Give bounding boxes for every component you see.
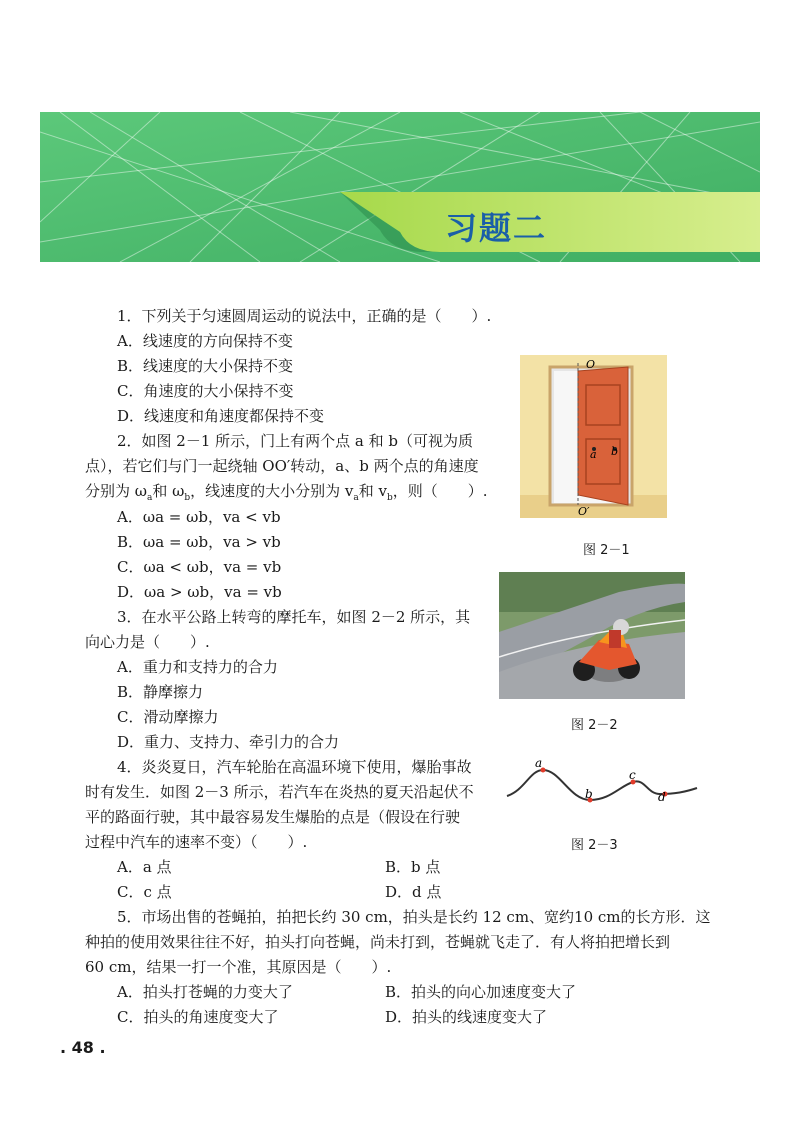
q3-option-c: C．滑动摩擦力 <box>117 708 219 726</box>
q4-option-d: D．d 点 <box>385 883 442 901</box>
axis-label-o: O <box>586 358 596 371</box>
question-4-line-1: 4．炎炎夏日，汽车轮胎在高温环境下使用，爆胎事故 <box>117 758 472 776</box>
door-label-a: a <box>590 448 597 461</box>
question-2-line-3: 分别为 $\omega_a$和 $\omega_b$，线速度的大小分别为 $v_a$和 $v_b$，则（ ）. <box>85 482 488 503</box>
q1-option-b: B．线速度的大小保持不变 <box>117 357 294 375</box>
road-point-b: b <box>585 787 593 801</box>
figure-2-1-caption: 图 2－1 <box>583 543 630 558</box>
figure-2-3-road-diagram <box>505 758 700 817</box>
q3-option-b: B．静摩擦力 <box>117 683 204 701</box>
q5-option-d: D．拍头的线速度变大了 <box>385 1008 548 1026</box>
question-3-line-1: 3．在水平公路上转弯的摩托车，如图 2－2 所示，其 <box>117 608 471 626</box>
question-5-line-2: 种拍的使用效果往往不好，拍头打向苍蝇，尚未打到，苍蝇就飞走了．有人将拍把增长到 <box>85 933 671 951</box>
header-banner <box>40 112 760 262</box>
door-label-b: b <box>611 445 619 458</box>
figure-2-2-caption: 图 2－2 <box>571 718 618 733</box>
q5-option-b: B．拍头的向心加速度变大了 <box>385 983 577 1001</box>
question-3-line-2: 向心力是（ ）. <box>85 633 210 651</box>
q2-option-c: C．ωa < ωb，va = vb <box>117 558 282 576</box>
question-5-line-1: 5．市场出售的苍蝇拍，拍把长约 30 cm，拍头是长约 12 cm、宽约10 cm的长方形．这 <box>117 908 711 926</box>
q4-option-c: C．c 点 <box>117 883 172 901</box>
question-4-line-2: 时有发生．如图 2－3 所示，若汽车在炎热的夏天沿起伏不 <box>85 783 474 801</box>
road-point-a: a <box>535 758 543 770</box>
road-point-d: d <box>658 790 666 804</box>
question-5-line-3: 60 cm，结果一打一个准，其原因是（ ）. <box>85 958 392 976</box>
question-1-stem: 1．下列关于匀速圆周运动的说法中，正确的是（ ）. <box>117 307 492 325</box>
q5-option-c: C．拍头的角速度变大了 <box>117 1008 279 1026</box>
figure-2-1-door <box>520 355 667 522</box>
question-2-line-2: 点），若它们与门一起绕轴 OO′转动，a、b 两个点的角速度 <box>85 457 479 475</box>
question-4-line-4: 过程中汽车的速率不变）（ ）. <box>85 833 308 851</box>
q1-option-a: A．线速度的方向保持不变 <box>117 332 293 350</box>
q2-option-d: D．ωa > ωb，va = vb <box>117 583 282 601</box>
q3-option-a: A．重力和支持力的合力 <box>117 658 278 676</box>
banner-graphic <box>40 112 760 262</box>
question-4-line-3: 平的路面行驶，其中最容易发生爆胎的点是（假设在行驶 <box>85 808 461 826</box>
q1-option-d: D．线速度和角速度都保持不变 <box>117 407 325 425</box>
q2-option-a: A．ωa = ωb，va < vb <box>117 508 281 526</box>
q4-option-b: B．b 点 <box>385 858 441 876</box>
q5-option-a: A．拍头打苍蝇的力变大了 <box>117 983 293 1001</box>
figure-2-2-motorcycle-photo <box>499 572 685 703</box>
axis-label-o-prime: O′ <box>578 505 590 518</box>
figure-2-3-caption: 图 2－3 <box>571 838 618 853</box>
question-2-line-1: 2．如图 2－1 所示，门上有两个点 a 和 b（可视为质 <box>117 432 474 450</box>
page-number: . 48 . <box>60 1038 106 1057</box>
q3-option-d: D．重力、支持力、牵引力的合力 <box>117 733 340 751</box>
road-point-c: c <box>629 768 636 782</box>
q1-option-c: C．角速度的大小保持不变 <box>117 382 294 400</box>
q4-option-a: A．a 点 <box>117 858 172 876</box>
page-title: 习题二 <box>445 209 548 247</box>
q2-option-b: B．ωa = ωb，va > vb <box>117 533 281 551</box>
